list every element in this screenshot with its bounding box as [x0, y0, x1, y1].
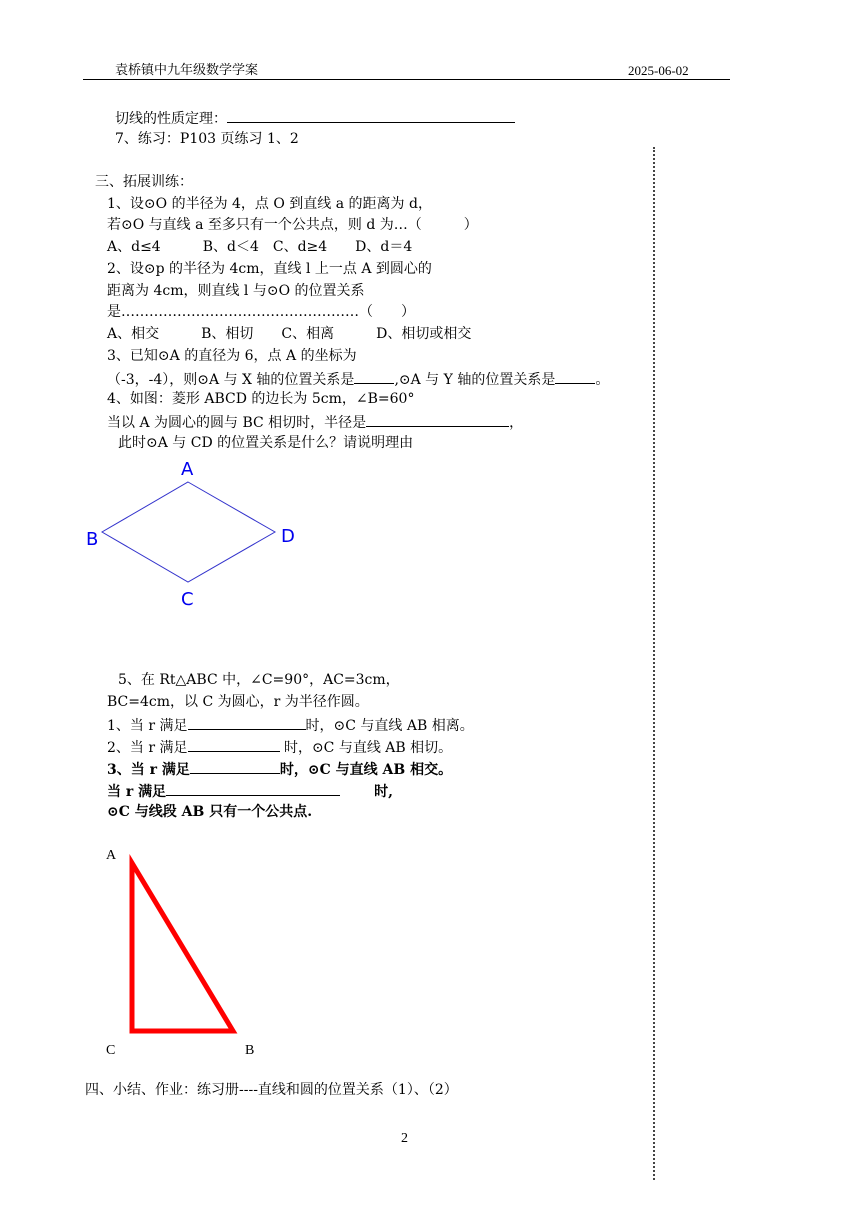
q2-line1: 2、设⊙p 的半径为 4cm，直线 l 上一点 A 到圆心的: [107, 261, 432, 277]
q2-line3: 是……………………………………………（ ）: [107, 304, 415, 320]
q1-options: A、d≤4 B、d＜4 C、d≥4 D、d＝4: [107, 239, 413, 255]
q4-line1: 4、如图：菱形 ABCD 的边长为 5cm，∠B=60°: [107, 391, 415, 407]
q5-c2-text-b: 时，⊙C 与直线 AB 相切。: [279, 740, 453, 756]
q5-c3-blank[interactable]: [190, 759, 280, 774]
q5-c4-blank[interactable]: [166, 781, 340, 796]
practice-7: 7、练习：P103 页练习 1、2: [115, 131, 299, 147]
q3-text-b: ,⊙A 与 Y 轴的位置关系是: [394, 372, 556, 388]
q5-line2: BC=4cm，以 C 为圆心，r 为半径作圆。: [107, 694, 369, 710]
q5-c4-text-a: 当 r 满足: [107, 784, 167, 800]
header-date: 2025-06-02: [628, 63, 689, 78]
q3-text-c: 。: [595, 372, 610, 388]
rhombus-label-c: C: [181, 589, 194, 610]
q2-options: A、相交 B、相切 C、相离 D、相切或相交: [107, 326, 472, 342]
tangent-property-label: 切线的性质定理：: [115, 111, 227, 127]
q5-condition-3: [107, 759, 452, 779]
triangle-label-a: A: [106, 848, 117, 863]
page-number: 2: [401, 1131, 408, 1146]
rhombus-label-d: D: [281, 526, 295, 547]
q5-c1-blank[interactable]: [188, 715, 306, 730]
q5-condition-4-cont: ⊙C 与线段 AB 只有一个公共点.: [107, 804, 313, 820]
q2-line2: 距离为 4cm，则直线 l 与⊙O 的位置关系: [107, 283, 365, 299]
q4-text-b: ，: [509, 415, 524, 431]
q5-c3-text-b: 时，⊙C 与直线 AB 相交。: [279, 762, 453, 778]
q4-line3: 此时⊙A 与 CD 的位置关系是什么？请说明理由: [118, 435, 414, 451]
section-3-title: 三、拓展训练：: [95, 174, 193, 190]
q3-line1: 3、已知⊙A 的直径为 6，点 A 的坐标为: [107, 348, 357, 364]
q5-c3-text-a: 3、当 r 满足: [107, 762, 190, 778]
q4-text-a: 当以 A 为圆心的圆与 BC 相切时，半径是: [107, 415, 367, 431]
q5-line1: 5、在 Rt△ABC 中，∠C=90°，AC=3cm，: [118, 672, 400, 688]
q5-c4-text-b: 时,: [374, 784, 393, 800]
q5-c2-text-a: 2、当 r 满足: [107, 740, 188, 756]
rhombus-abcd: [102, 482, 275, 582]
q5-condition-4: [107, 781, 393, 801]
triangle-label-b: B: [245, 1043, 255, 1058]
q5-c2-blank[interactable]: [188, 737, 280, 752]
section-4-summary: 四、小结、作业：练习册----直线和圆的位置关系（1）、（2）: [85, 1082, 458, 1098]
q5-condition-1: [107, 715, 474, 735]
q1-line1: 1、设⊙O 的半径为 4，点 O 到直线 a 的距离为 d，: [107, 196, 432, 212]
q5-c1-text-b: 时，⊙C 与直线 AB 相离。: [305, 718, 474, 734]
triangle-label-c: C: [106, 1043, 116, 1058]
header-title: 袁桥镇中九年级数学学案: [115, 63, 259, 78]
q5-condition-2: [107, 737, 452, 757]
rhombus-label-b: B: [86, 529, 99, 550]
q5-c1-text-a: 1、当 r 满足: [107, 718, 188, 734]
right-triangle-abc: [132, 863, 233, 1031]
q1-line2: 若⊙O 与直线 a 至多只有一个公共点，则 d 为…（ ）: [107, 217, 478, 233]
q3-text-a: （-3，-4），则⊙A 与 X 轴的位置关系是: [107, 372, 355, 388]
rhombus-label-a: A: [181, 459, 194, 480]
